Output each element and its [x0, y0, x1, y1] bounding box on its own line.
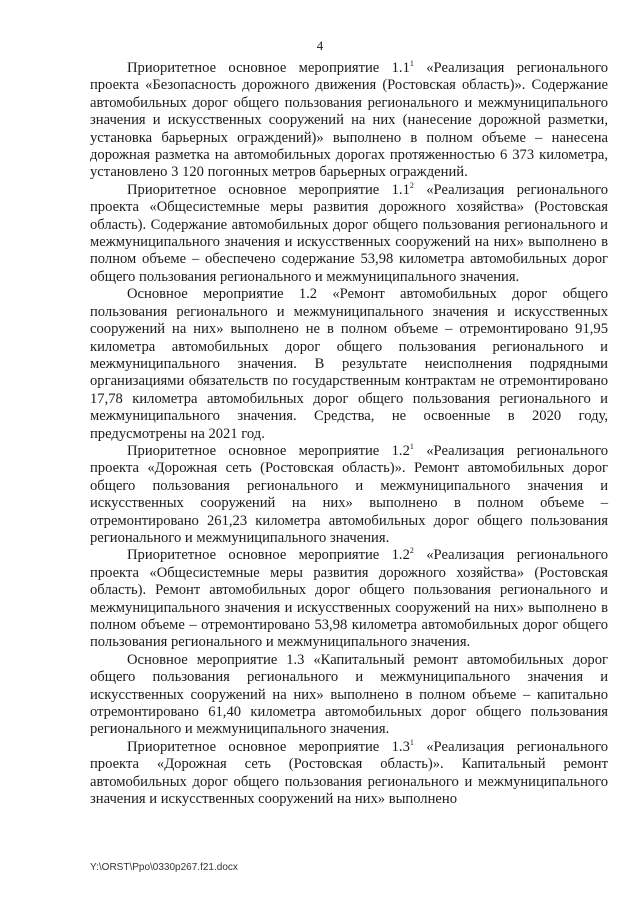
paragraph — [90, 182, 608, 286]
superscript: 2 — [409, 180, 414, 190]
paragraph-text: Приоритетное основное мероприятие 1.1 — [127, 181, 410, 198]
paragraph-text: Приоритетное основное мероприятие 1.1 — [127, 60, 410, 76]
superscript: 2 — [409, 546, 414, 556]
paragraph — [90, 739, 608, 809]
paragraph-text: «Реализация регионального проекта «Безопасность дорожного движения (Ростовская область)». Содержание автомобильных дорог общего пользования регионального и межмуниципального значения и искусственных сооружений на них (нанесение дорожной разметки, установка барьерных ограждений)» выполнено в полном объеме – нанесена дорожная разметка на автомобильных дорогах протяженностью 6 373 километра, установлено 3 120 погонных метров барьерных ограждений. — [90, 60, 608, 181]
paragraph-text: Приоритетное основное мероприятие 1.2 — [127, 442, 410, 459]
paragraph-text: Основное мероприятие 1.2 «Ремонт автомобильных дорог общего пользования регионального и межмуниципального значения и искусственных сооружений на них» выполнено не в полном объеме – отремонтировано 91,95 километра автомобильных дорог общего пользования регионального и межмуниципального значения. В результате неисполнения подрядными организациями обязательств по государственным контрактам не отремонтировано 17,78 километра автомобильных дорог общего пользования регионального и межмуниципального значения. Средства, не освоенные в 2020 году, предусмотрены на 2021 год. — [90, 286, 608, 442]
paragraph-text: Основное мероприятие 1.3 «Капитальный ремонт автомобильных дорог общего пользования регионального и межмуниципального значения и искусственных сооружений на них» выполнено в полном объеме – капитально отремонтировано 61,40 километра автомобильных дорог общего пользования регионального и межмуниципального значения. — [90, 651, 608, 738]
paragraph — [90, 652, 608, 739]
paragraph-text: «Реализация регионального проекта «Дорожная сеть (Ростовская область)». Капитальный ремонт автомобильных дорог общего пользования регионального и межмуниципального значения и искусственных сооружений на них» выполнено — [90, 738, 608, 808]
paragraph-text: «Реализация регионального проекта «Дорожная сеть (Ростовская область)». Ремонт автомобильных дорог общего пользования регионального и межмуниципального значения и искусственных сооружений на них» выполнено в полном объеме – отремонтировано 261,23 километра автомобильных дорог общего пользования регионального и межмуниципального значения. — [90, 442, 608, 546]
superscript: 1 — [409, 737, 414, 747]
paragraph-text: Приоритетное основное мероприятие 1.3 — [127, 738, 410, 755]
paragraph-text: «Реализация регионального проекта «Общесистемные меры развития дорожного хозяйства» (Ростовская область). Содержание автомобильных дорог общего пользования регионального и межмуниципального значения и искусственных сооружений на них» выполнено в полном объеме – обеспечено содержание 53,98 километра автомобильных дорог общего пользования регионального и межмуниципального значения. — [90, 181, 608, 285]
paragraph — [90, 60, 608, 182]
paragraph-text: Приоритетное основное мероприятие 1.2 — [127, 547, 410, 564]
superscript: 1 — [409, 441, 414, 451]
paragraph — [90, 443, 608, 547]
file-path-footer: Y:\ORST\Ppo\0330p267.f21.docx — [90, 862, 238, 873]
document-body — [90, 60, 608, 808]
page-number: 4 — [316, 38, 324, 53]
paragraph-text: «Реализация регионального проекта «Общесистемные меры развития дорожного хозяйства» (Ростовская область). Ремонт автомобильных дорог общего пользования регионального и межмуниципального значения и искусственных сооружений на них» выполнено в полном объеме – отремонтировано 53,98 километра автомобильных дорог общего пользования регионального и межмуниципального значения. — [90, 547, 608, 651]
paragraph — [90, 286, 608, 443]
paragraph — [90, 547, 608, 651]
superscript: 1 — [409, 59, 414, 68]
